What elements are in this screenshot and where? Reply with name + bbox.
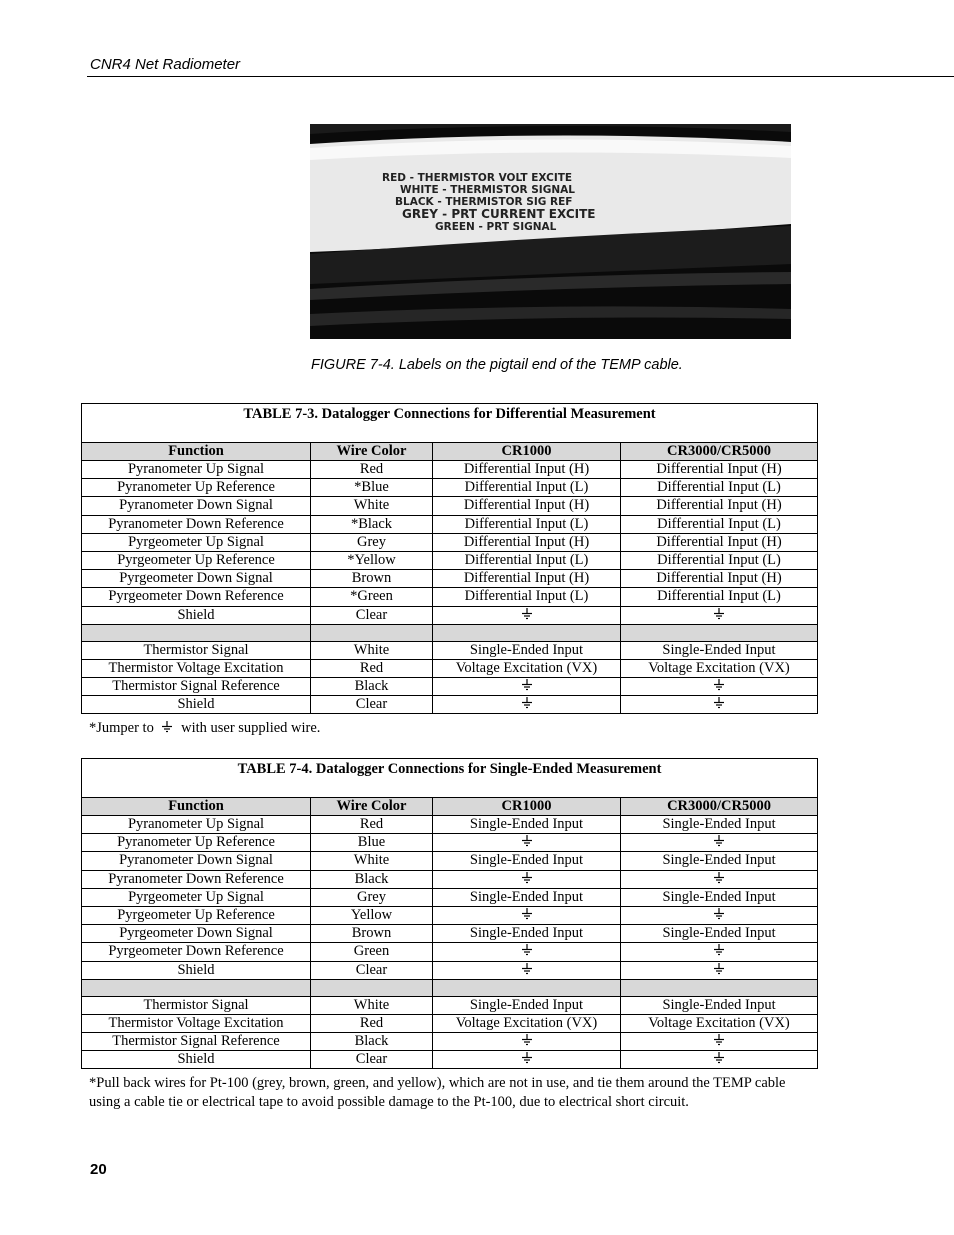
table-row xyxy=(82,551,818,569)
column-header: CR1000 xyxy=(433,443,621,461)
table-cell: Voltage Excitation (VX) xyxy=(621,659,818,677)
table-cell: Single-Ended Input xyxy=(433,996,621,1014)
table-cell: White xyxy=(311,497,433,515)
table-cell xyxy=(433,1033,621,1051)
table-cell xyxy=(433,1051,621,1069)
ground-icon xyxy=(713,1052,725,1064)
table-cell: Differential Input (L) xyxy=(433,479,621,497)
table-cell: Single-Ended Input xyxy=(621,852,818,870)
table-row xyxy=(82,641,818,659)
table-cell: Pyrgeometer Down Reference xyxy=(82,588,311,606)
table-cell: Clear xyxy=(311,961,433,979)
table-cell: Differential Input (L) xyxy=(621,479,818,497)
table-cell: Pyranometer Down Reference xyxy=(82,515,311,533)
column-header: CR3000/CR5000 xyxy=(621,798,818,816)
running-header: CNR4 Net Radiometer xyxy=(90,56,241,73)
table-cell xyxy=(621,678,818,696)
table-cell xyxy=(433,678,621,696)
table-row xyxy=(82,888,818,906)
table-cell: Differential Input (H) xyxy=(433,570,621,588)
ground-icon xyxy=(713,872,725,884)
table-cell: Differential Input (H) xyxy=(621,497,818,515)
table-cell: Differential Input (H) xyxy=(433,461,621,479)
table-cell: Pyrgeometer Up Reference xyxy=(82,906,311,924)
table-row xyxy=(82,996,818,1014)
table-cell: Differential Input (L) xyxy=(433,588,621,606)
table-cell: Single-Ended Input xyxy=(433,925,621,943)
table-cell: Shield xyxy=(82,606,311,624)
table-row xyxy=(82,533,818,551)
table-cell: Single-Ended Input xyxy=(433,816,621,834)
table-cell: Thermistor Voltage Excitation xyxy=(82,1014,311,1032)
table-cell: Differential Input (H) xyxy=(621,533,818,551)
table-cell: Differential Input (H) xyxy=(433,497,621,515)
table-cell: Red xyxy=(311,816,433,834)
table-cell: *Green xyxy=(311,588,433,606)
table-cell: Single-Ended Input xyxy=(433,888,621,906)
table-cell xyxy=(621,943,818,961)
table-cell: Black xyxy=(311,1033,433,1051)
table-cell: Differential Input (H) xyxy=(621,570,818,588)
table-cell: Differential Input (L) xyxy=(621,551,818,569)
table-cell: Brown xyxy=(311,570,433,588)
ground-icon xyxy=(713,835,725,847)
table-cell: Pyranometer Up Reference xyxy=(82,479,311,497)
table-cell: White xyxy=(311,852,433,870)
figure-caption: FIGURE 7-4. Labels on the pigtail end of the TEMP cable. xyxy=(311,357,683,373)
table-cell: Red xyxy=(311,659,433,677)
table-cell: Yellow xyxy=(311,906,433,924)
table-cell: Red xyxy=(311,461,433,479)
table-cell xyxy=(621,696,818,714)
table-row xyxy=(82,1051,818,1069)
table-cell: Grey xyxy=(311,888,433,906)
table-cell: Pyrgeometer Down Signal xyxy=(82,570,311,588)
table-cell: Differential Input (H) xyxy=(433,533,621,551)
ground-icon xyxy=(521,679,533,691)
table-cell: Pyrgeometer Up Reference xyxy=(82,551,311,569)
table-cell xyxy=(621,906,818,924)
ground-icon xyxy=(521,697,533,709)
table-cell: Black xyxy=(311,678,433,696)
table-cell: Pyrgeometer Up Signal xyxy=(82,888,311,906)
ground-icon xyxy=(521,908,533,920)
table-row xyxy=(82,1014,818,1032)
column-header: CR1000 xyxy=(433,798,621,816)
table-cell xyxy=(433,606,621,624)
cable-label-line: BLACK - THERMISTOR SIG REF xyxy=(395,196,573,208)
ground-icon xyxy=(161,721,173,733)
table-cell xyxy=(621,870,818,888)
column-header: Function xyxy=(82,443,311,461)
table-cell: Pyrgeometer Down Reference xyxy=(82,943,311,961)
table-cell: Single-Ended Input xyxy=(621,816,818,834)
table-cell: Pyranometer Down Reference xyxy=(82,870,311,888)
table-cell: Black xyxy=(311,870,433,888)
table-row xyxy=(82,479,818,497)
table-cell: White xyxy=(311,996,433,1014)
table-cell: *Blue xyxy=(311,479,433,497)
table-cell: *Black xyxy=(311,515,433,533)
temp-cable-photo xyxy=(310,124,791,339)
column-header: Wire Color xyxy=(311,443,433,461)
table-cell: Pyranometer Down Signal xyxy=(82,852,311,870)
table-row xyxy=(82,515,818,533)
ground-icon xyxy=(521,1052,533,1064)
table-row xyxy=(82,906,818,924)
table-row xyxy=(82,943,818,961)
table-row xyxy=(82,816,818,834)
table-cell: Thermistor Signal xyxy=(82,641,311,659)
table-cell: Single-Ended Input xyxy=(433,641,621,659)
table-row xyxy=(82,852,818,870)
table-cell xyxy=(433,696,621,714)
ground-icon xyxy=(713,679,725,691)
table-7-4 xyxy=(81,758,817,1112)
table-cell: Voltage Excitation (VX) xyxy=(433,1014,621,1032)
table-cell: Blue xyxy=(311,834,433,852)
table-cell: Brown xyxy=(311,925,433,943)
table-row xyxy=(82,696,818,714)
table-cell: Pyranometer Down Signal xyxy=(82,497,311,515)
table-row xyxy=(82,461,818,479)
ground-icon xyxy=(521,944,533,956)
table-cell: Differential Input (L) xyxy=(621,588,818,606)
table-row xyxy=(82,678,818,696)
table-cell: Differential Input (L) xyxy=(433,551,621,569)
table-cell xyxy=(433,906,621,924)
ground-icon xyxy=(521,872,533,884)
table-title: TABLE 7-4. Datalogger Connections for Single-Ended Measurement xyxy=(82,759,818,798)
ground-icon xyxy=(521,963,533,975)
table-cell: Pyrgeometer Up Signal xyxy=(82,533,311,551)
table-cell xyxy=(621,606,818,624)
table-cell xyxy=(433,943,621,961)
table-cell: Grey xyxy=(311,533,433,551)
table-row xyxy=(82,870,818,888)
table-cell: Differential Input (L) xyxy=(621,515,818,533)
table-title: TABLE 7-3. Datalogger Connections for Differential Measurement xyxy=(82,404,818,443)
table-cell: Shield xyxy=(82,1051,311,1069)
cable-label-line: GREY - PRT CURRENT EXCITE xyxy=(402,207,596,221)
table-cell: Pyranometer Up Signal xyxy=(82,461,311,479)
ground-icon xyxy=(713,908,725,920)
table-cell xyxy=(433,870,621,888)
ground-icon xyxy=(521,1034,533,1046)
table-7-3 xyxy=(81,403,817,738)
table-cell: Differential Input (H) xyxy=(621,461,818,479)
cable-label-line: RED - THERMISTOR VOLT EXCITE xyxy=(382,172,573,184)
table-row xyxy=(82,570,818,588)
table-cell: Differential Input (L) xyxy=(433,515,621,533)
column-header: CR3000/CR5000 xyxy=(621,443,818,461)
table-cell: Voltage Excitation (VX) xyxy=(433,659,621,677)
cable-label-line: WHITE - THERMISTOR SIGNAL xyxy=(400,184,575,196)
table-cell: Single-Ended Input xyxy=(621,996,818,1014)
table-cell xyxy=(621,961,818,979)
table-cell: Clear xyxy=(311,696,433,714)
column-header: Wire Color xyxy=(311,798,433,816)
table-cell xyxy=(621,1033,818,1051)
ground-icon xyxy=(713,697,725,709)
table-row xyxy=(82,606,818,624)
table-note: *Pull back wires for Pt-100 (grey, brown, green, and yellow), which are not in use, and tie them around the TEMP cable using a cable tie or electrical tape to avoid possible damage to the Pt-100, due to electrical short circuit. xyxy=(89,1075,786,1111)
ground-icon xyxy=(521,835,533,847)
cable-label-line: GREEN - PRT SIGNAL xyxy=(435,221,557,233)
table-cell: White xyxy=(311,641,433,659)
table-cell: Thermistor Signal Reference xyxy=(82,678,311,696)
table-cell: Pyrgeometer Down Signal xyxy=(82,925,311,943)
header-rule xyxy=(87,76,954,77)
ground-icon xyxy=(521,608,533,620)
table-cell: Shield xyxy=(82,696,311,714)
table-row xyxy=(82,1033,818,1051)
table-cell: *Yellow xyxy=(311,551,433,569)
table-cell xyxy=(433,834,621,852)
differential-connections-table xyxy=(81,403,818,714)
table-row xyxy=(82,961,818,979)
ground-icon xyxy=(713,1034,725,1046)
table-cell: Clear xyxy=(311,606,433,624)
table-cell: Single-Ended Input xyxy=(621,888,818,906)
table-cell: Single-Ended Input xyxy=(433,852,621,870)
table-row xyxy=(82,588,818,606)
ground-icon xyxy=(713,608,725,620)
page-number: 20 xyxy=(90,1161,107,1178)
table-cell: Red xyxy=(311,1014,433,1032)
table-cell: Pyranometer Up Reference xyxy=(82,834,311,852)
table-cell: Single-Ended Input xyxy=(621,925,818,943)
ground-icon xyxy=(713,944,725,956)
table-cell: Thermistor Signal xyxy=(82,996,311,1014)
table-cell xyxy=(621,834,818,852)
single-ended-connections-table xyxy=(81,758,818,1069)
column-header: Function xyxy=(82,798,311,816)
table-cell: Shield xyxy=(82,961,311,979)
table-row xyxy=(82,834,818,852)
table-cell: Thermistor Voltage Excitation xyxy=(82,659,311,677)
table-cell: Green xyxy=(311,943,433,961)
ground-icon xyxy=(713,963,725,975)
table-cell: Thermistor Signal Reference xyxy=(82,1033,311,1051)
table-cell: Single-Ended Input xyxy=(621,641,818,659)
table-row xyxy=(82,659,818,677)
table-row xyxy=(82,925,818,943)
table-cell xyxy=(433,961,621,979)
table-cell: Voltage Excitation (VX) xyxy=(621,1014,818,1032)
table-cell: Pyranometer Up Signal xyxy=(82,816,311,834)
table-cell xyxy=(621,1051,818,1069)
table-cell: Clear xyxy=(311,1051,433,1069)
table-note: *Jumper to with user supplied wire. xyxy=(89,720,321,737)
table-row xyxy=(82,497,818,515)
